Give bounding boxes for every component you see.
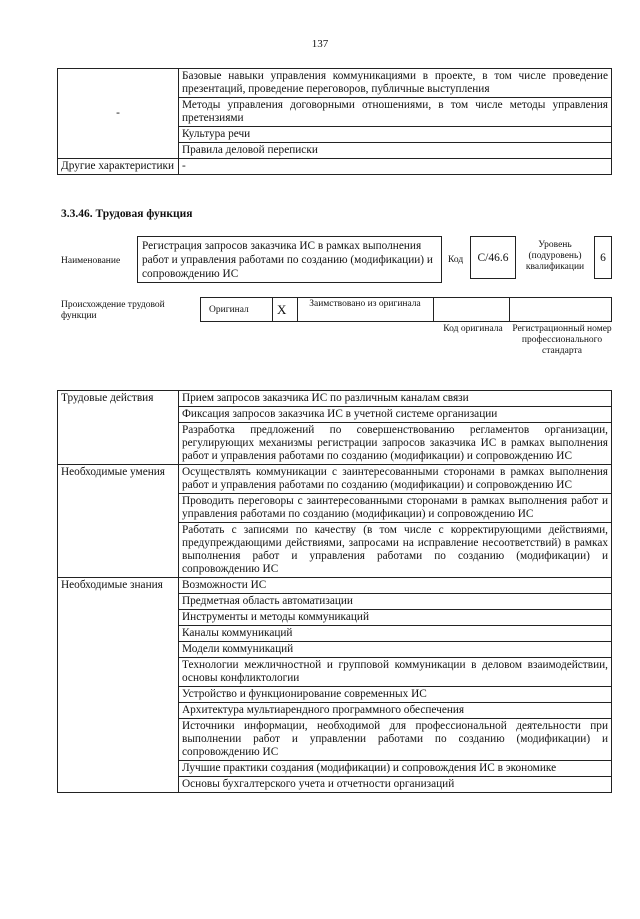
table-cell: Фиксация запросов заказчика ИС в учетной системе организации	[179, 407, 612, 423]
other-characteristics-label: Другие характеристики	[58, 159, 179, 175]
knowledge-continuation-table	[57, 68, 612, 175]
table-cell: Источники информации, необходимой для профессиональной деятельности при выполнении работ и управлении работами по созданию (модификации) и сопровождению ИС	[179, 719, 612, 761]
table-row	[58, 69, 612, 98]
table-cell: Возможности ИС	[179, 578, 612, 594]
function-name-box: Регистрация запросов заказчика ИС в рамках выполнения работ и управления работами по созданию (модификации) и сопровождению ИС	[137, 236, 442, 283]
table-cell: Разработка предложений по совершенствованию регламентов организации, регулирующих механизмы регистрации запросов заказчика ИС в рамках выполнения работ и управления работами по созданию (модификации) и сопровождению ИС	[179, 423, 612, 465]
code-caption: Код оригинала	[443, 324, 503, 334]
origin-label: Происхождение трудовой функции	[61, 300, 165, 321]
table-cell: Устройство и функционирование современных ИС	[179, 687, 612, 703]
origin-strip	[200, 297, 612, 322]
table-row	[58, 578, 612, 594]
labor-actions-label: Трудовые действия	[58, 391, 179, 465]
borrowed-label: Заимствовано из оригинала	[309, 299, 421, 309]
function-details-table	[57, 390, 612, 793]
table-cell: Предметная область автоматизации	[179, 594, 612, 610]
table-cell: Методы управления договорными отношениями, в том числе методы управления претензиями	[179, 98, 612, 127]
original-label: Оригинал	[209, 305, 249, 315]
level-label: Уровень (подуровень) квалификации	[525, 240, 585, 272]
other-characteristics-value: -	[179, 159, 612, 175]
page-number: 137	[311, 38, 329, 50]
skills-label: Необходимые умения	[58, 465, 179, 578]
function-code-box: C/46.6	[470, 236, 516, 279]
original-mark: X	[277, 302, 287, 317]
table-cell: Осуществлять коммуникации с заинтересованными сторонами в рамках выполнения работ и управления работами по созданию (модификации) и сопровождению ИС	[179, 465, 612, 494]
table-row	[58, 465, 612, 494]
table-cell: Базовые навыки управления коммуникациями в проекте, в том числе проведение презентаций, проведение переговоров, публичные выступления	[179, 69, 612, 98]
table-cell: Архитектура мультиарендного программного обеспечения	[179, 703, 612, 719]
table-cell: Инструменты и методы коммуникаций	[179, 610, 612, 626]
name-label: Наименование	[61, 256, 121, 266]
table-row	[58, 159, 612, 175]
knowledge-label: Необходимые знания	[58, 578, 179, 793]
table-cell: Работать с записями по качеству (в том числе с корректирующими действиями, предупреждающими действиями, запросами на исправление несоответствий) в рамках выполнения работ и управления работами по созданию (модификации) и сопровождению ИС	[179, 523, 612, 578]
dash-mark: -	[116, 107, 120, 119]
code-label: Код	[448, 255, 464, 265]
table-cell: Каналы коммуникаций	[179, 626, 612, 642]
table-cell: Основы бухгалтерского учета и отчетности организаций	[179, 777, 612, 793]
table-cell: Правила деловой переписки	[179, 143, 612, 159]
table-row	[58, 391, 612, 407]
empty-label-cell	[58, 69, 179, 159]
table-cell: Модели коммуникаций	[179, 642, 612, 658]
table-cell: Лучшие практики создания (модификации) и сопровождения ИС в экономике	[179, 761, 612, 777]
level-value-box: 6	[594, 236, 612, 279]
table-cell: Проводить переговоры с заинтересованными сторонами в рамках выполнения работ и управления работами по созданию (модификации) и сопровождению ИС	[179, 494, 612, 523]
section-heading: 3.3.46. Трудовая функция	[61, 208, 193, 220]
table-cell: Прием запросов заказчика ИС по различным каналам связи	[179, 391, 612, 407]
table-cell: Технологии межличностной и групповой коммуникации в деловом взаимодействии, основы конфликтологии	[179, 658, 612, 687]
registration-caption: Регистрационный номер профессионального стандарта	[512, 324, 612, 356]
table-cell: Культура речи	[179, 127, 612, 143]
